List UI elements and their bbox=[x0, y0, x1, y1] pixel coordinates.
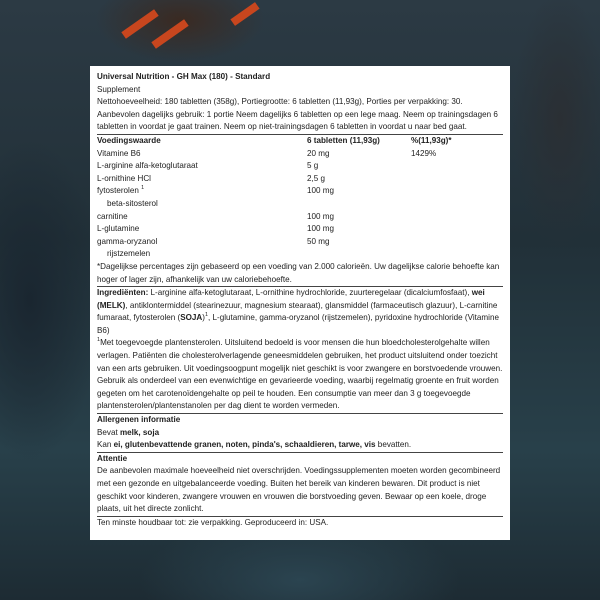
net-quantity: Nettohoeveelheid: 180 tabletten (358g), Portiegrootte: 6 tabletten (11,93g), Porties per verpakking: 30. bbox=[97, 97, 463, 107]
text-segment: ei, glutenbevattende granen, noten, pinda's, schaaldieren, tarwe, vis bbox=[113, 440, 376, 450]
nutrition-row bbox=[97, 185, 503, 198]
shorts-stripe bbox=[121, 9, 158, 38]
usage-instructions: Aanbevolen dagelijks gebruik: 1 portie Neem dagelijks 6 tabletten op een lege maag. Neem op trainingsdagen 6 tabletten in voordat je gaat trainen. Neem op niet-trainingsdagen 6 tabletten in voordat u naar bed gaat. bbox=[97, 109, 503, 135]
nutrient-name-text: rijstzemelen bbox=[107, 249, 151, 259]
nutrient-amount: 100 mg bbox=[307, 186, 334, 196]
nutrient-percent: 1429% bbox=[411, 148, 437, 158]
nutrition-row bbox=[97, 173, 503, 186]
nutrition-row bbox=[97, 148, 503, 161]
footnote-marker: 1 bbox=[204, 312, 209, 319]
nutrient-percent bbox=[411, 236, 503, 249]
attention-heading: Attentie bbox=[97, 453, 128, 463]
nutrient-percent bbox=[411, 223, 503, 236]
nutrition-row bbox=[97, 160, 503, 173]
header-percent: %(11,93g)* bbox=[411, 135, 452, 145]
daily-value-footnote: *Dagelijkse percentages zijn gebaseerd op een voeding van 2.000 calorieën. Uw dagelijkse calorie behoefte kan hoger of lager zijn, afhankelijk van uw caloriebehoefte. bbox=[97, 261, 503, 287]
header-nutrient: Voedingswaarde bbox=[97, 135, 161, 145]
nutrient-amount: 2,5 g bbox=[307, 173, 326, 183]
text-segment: Kan bbox=[97, 440, 114, 450]
nutrient-amount bbox=[307, 248, 411, 261]
text-segment: SOJA bbox=[180, 313, 203, 323]
nutrient-name-text: L-arginine alfa-ketoglutaraat bbox=[97, 161, 198, 171]
nutrition-row bbox=[97, 236, 503, 249]
nutrient-amount: 100 mg bbox=[307, 224, 334, 234]
nutrition-table-header bbox=[97, 135, 503, 148]
nutrient-percent bbox=[411, 198, 503, 211]
nutrient-amount: 50 mg bbox=[307, 236, 330, 246]
nutrient-percent bbox=[411, 173, 503, 186]
nutrient-name bbox=[97, 236, 307, 249]
nutrient-amount bbox=[307, 198, 411, 211]
ingredients bbox=[97, 287, 503, 337]
nutrient-name-text: L-ornithine HCl bbox=[97, 173, 151, 183]
product-category: Supplement bbox=[97, 84, 141, 94]
text-segment: , L-glutamine, gamma-oryzanol (rijstzemelen), pyridoxine hydrochloride (Vitamine B6) bbox=[97, 313, 499, 335]
nutrient-name-text: beta-sitosterol bbox=[107, 198, 158, 208]
attention-text: De aanbevolen maximale hoeveelheid niet overschrijden. Voedingssupplementen moeten worden gecombineerd met een gezonde en uitgebalanceerde voeding. Buiten het bereik van kinderen bewaren. Dit product is niet geschikt voor kinderen, zwangere vrouwen en vrouwen die borstvoeding geven. Bewaar op een koele, droge plaats, uit het directe zonlicht. bbox=[97, 465, 503, 516]
text-segment: Ingrediënten: bbox=[97, 288, 149, 298]
nutrient-percent bbox=[411, 211, 503, 224]
plant-sterol-note bbox=[97, 337, 503, 414]
text-segment: Met toegevoegde plantensterolen. Uitsluitend bedoeld is voor mensen die hun bloedcholesterolgehalte willen verlagen. Patiënten die cholesterolverlagende geneesmiddelen gebruiken, het product uitsluitend onder toezicht van een arts gebruiken. Uit voedingsoogpunt mogelijk niet geschikt is voor zwangere en borstvoedende vrouwen. Gebruik als onderdeel van een evenwichtige en gevarieerde voeding, waarbij regelmatig groente en fruit worden gegeten om het carotenoïdengehalte op peil te houden. Een consumptie van meer dan 3 g toegevoegde plantensterolen/plantenstanolen per dag dient te worden vermeden. bbox=[97, 338, 503, 411]
nutrition-table-body bbox=[97, 148, 503, 261]
footnote-marker: 1 bbox=[141, 185, 145, 192]
nutrient-name bbox=[97, 160, 307, 173]
nutrient-amount: 5 g bbox=[307, 161, 319, 171]
nutrient-percent bbox=[411, 248, 503, 261]
nutrient-percent bbox=[411, 160, 503, 173]
allergen-heading: Allergenen informatie bbox=[97, 415, 181, 425]
nutrient-name-text: L-glutamine bbox=[97, 224, 140, 234]
nutrition-row bbox=[97, 223, 503, 236]
product-label-panel bbox=[90, 66, 510, 540]
text-segment: melk, soja bbox=[119, 427, 160, 437]
text-segment: ) bbox=[202, 313, 205, 323]
nutrition-row bbox=[97, 211, 503, 224]
nutrient-name bbox=[97, 211, 307, 224]
nutrient-name bbox=[97, 198, 307, 211]
nutrient-name bbox=[97, 185, 307, 198]
text-segment: Bevat bbox=[97, 427, 120, 437]
nutrient-name bbox=[97, 148, 307, 161]
header-amount: 6 tabletten (11,93g) bbox=[307, 135, 380, 145]
shelf-life-origin: Ten minste houdbaar tot: zie verpakking. Geproduceerd in: USA. bbox=[97, 517, 329, 527]
shorts-stripe bbox=[230, 2, 259, 26]
nutrient-name-text: carnitine bbox=[97, 211, 128, 221]
footnote-marker: 1 bbox=[97, 337, 101, 344]
nutrient-name-text: Vitamine B6 bbox=[97, 148, 141, 158]
allergen-contains bbox=[97, 427, 503, 440]
text-segment: bevatten. bbox=[375, 440, 412, 450]
allergen-may-contain bbox=[97, 439, 503, 453]
nutrient-name-text: fytosterolen bbox=[97, 186, 139, 196]
nutrient-amount: 20 mg bbox=[307, 148, 330, 158]
nutrient-amount: 100 mg bbox=[307, 211, 334, 221]
nutrition-row bbox=[97, 248, 503, 261]
product-title: Universal Nutrition - GH Max (180) - Standard bbox=[97, 72, 271, 81]
text-segment: , antiklontermiddel (stearinezuur, magnesium stearaat), glansmiddel (farmaceutisch glazuur), L-carnitine fumaraat, fytosterolen ( bbox=[97, 300, 498, 323]
nutrient-name bbox=[97, 248, 307, 261]
nutrition-row bbox=[97, 198, 503, 211]
nutrient-name bbox=[97, 173, 307, 186]
nutrient-percent bbox=[411, 185, 503, 198]
text-segment: wei (MELK) bbox=[97, 288, 485, 310]
nutrient-name-text: gamma-oryzanol bbox=[97, 236, 158, 246]
nutrient-name bbox=[97, 223, 307, 236]
shorts-stripe bbox=[151, 19, 188, 48]
text-segment: L-arginine alfa-ketoglutaraat, L-ornithine hydrochloride, zuurteregelaar (dicalciumfosfaat), bbox=[148, 288, 472, 298]
